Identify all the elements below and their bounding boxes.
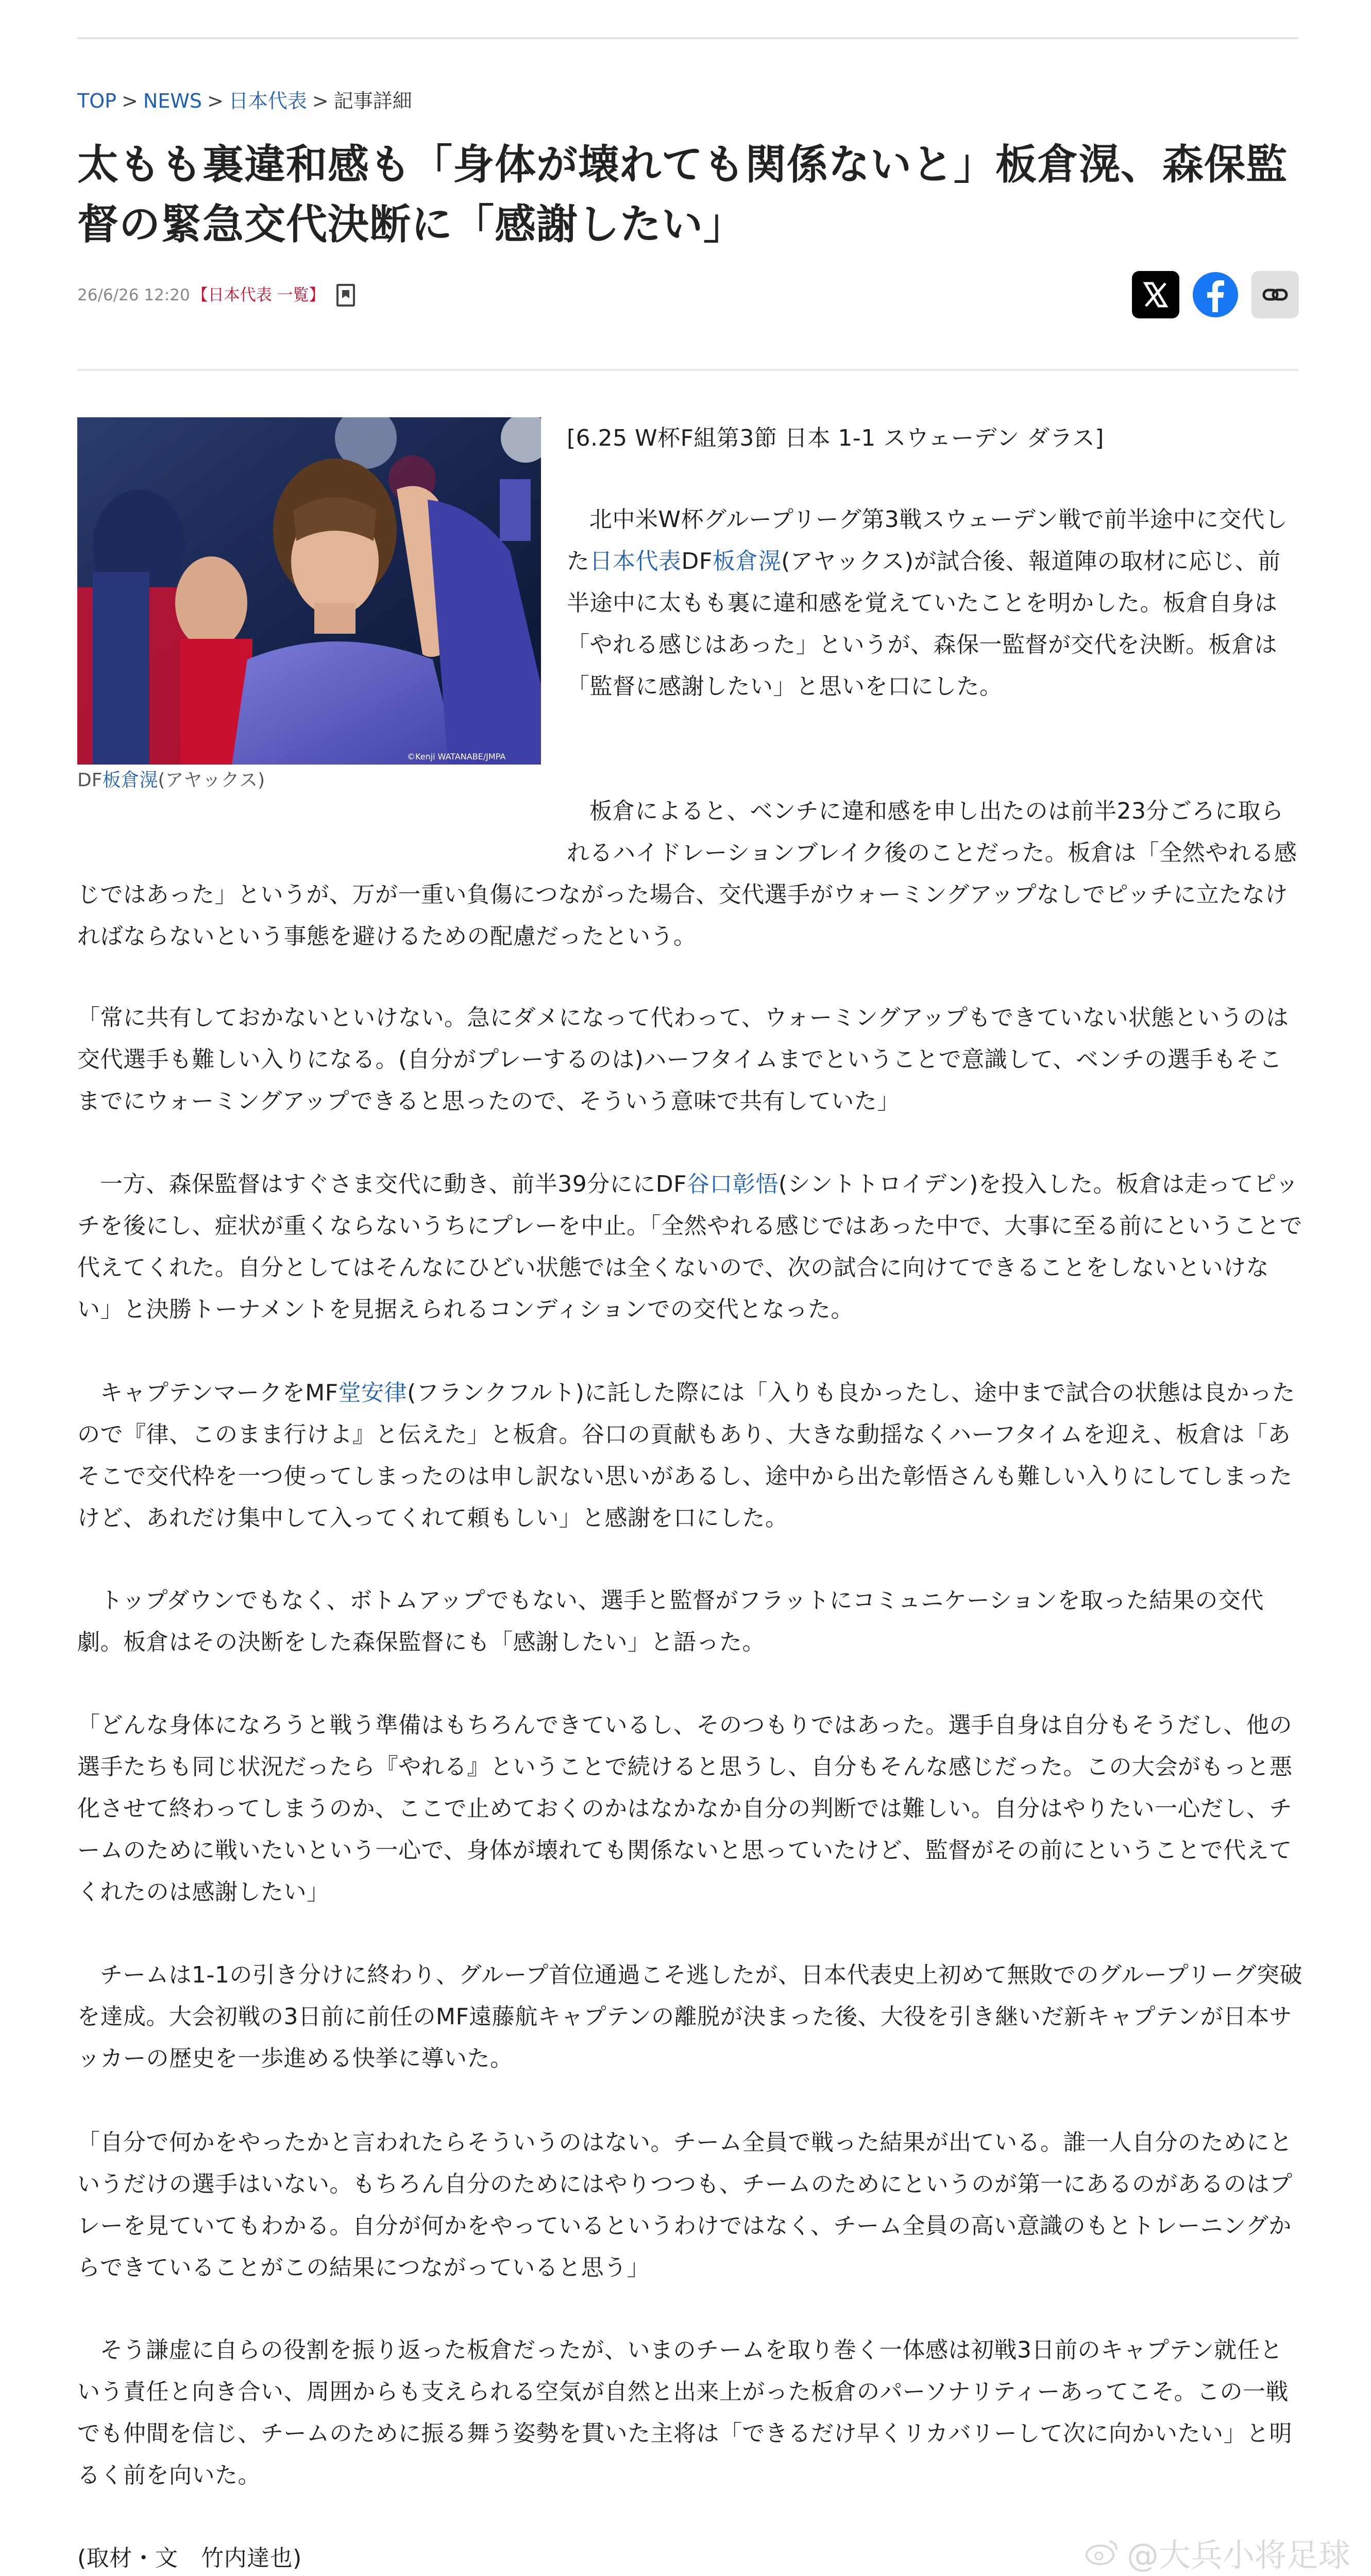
page-title: 太もも裏違和感も「身体が壊れても関係ないと」板倉滉、森保監督の緊急交代決断に「感謝したい」 [77, 141, 1288, 248]
article-paragraph [77, 790, 1304, 957]
caption-player-link[interactable]: 板倉滉 [102, 770, 158, 791]
breadcrumb-news-link[interactable]: NEWS [143, 90, 202, 112]
article-lead: [6.25 W杯F組第3節 日本 1-1 スウェーデン ダラス] [567, 425, 1104, 451]
breadcrumb-current: 記事詳細 [333, 90, 412, 112]
article-paragraph [77, 1372, 1304, 1539]
photo-credit: ©Kenji WATANABE/JMPA [407, 752, 506, 761]
article-paragraph [77, 1163, 1304, 1330]
link-icon[interactable] [1251, 271, 1299, 318]
paragraph-text: 一方、森保監督はすぐさま交代に動き、前半39分ににDF [100, 1171, 687, 1197]
breadcrumb-top-link[interactable]: TOP [77, 90, 117, 112]
bookmark-icon[interactable] [336, 284, 355, 307]
paragraph-text: (アヤックス)が試合後、報道陣の取材に応じ、前半途中に太もも裏に違和感を覚えていたことを明かした。板倉自身は「やれる感じはあった」というが、森保一監督が交代を決断。板倉は「監督に感謝したい」と思いを口にした。 [567, 548, 1281, 700]
article-quote: 「常に共有しておかないといけない。急にダメになって代わって、ウォーミングアップもできていない状態というのは交代選手も難しい入りになる。(自分がプレーするのは)ハーフタイムまでということで意識して、ベンチの選手もそこまでにウォーミングアップできると思ったので、そういう意味で共有していた」 [77, 1005, 1289, 1114]
chevron-right-icon: > [207, 90, 224, 112]
watermark-text: @大兵小将足球 [1126, 2536, 1350, 2574]
paragraph-text: 北中米W杯グループリーグ第3戦スウェーデン戦で前半途中に交代した [567, 506, 1288, 574]
taniguchi-link[interactable]: 谷口彰悟 [686, 1171, 778, 1197]
publish-date: 26/6/26 12:20 [77, 286, 190, 304]
article-paragraph: そう謙虚に自らの役割を振り返った板倉だったが、いまのチームを取り巻く一体感は初戦3日前のキャプテン就任という責任と向き合い、周囲からも支えられる空気が自然と出来上がった板倉のパーソナリティーあってこそ。この一戦でも仲間を信じ、チームのために振る舞う姿勢を貫いた主将は「できるだけ早くリカバリーして次に向かいたい」と明るく前を向いた。 [77, 2337, 1293, 2488]
caption-prefix: DF [77, 770, 103, 791]
header-divider [77, 369, 1298, 371]
caption-club: (アヤックス) [158, 770, 265, 791]
float-spacer [77, 790, 567, 835]
x-icon[interactable] [1132, 271, 1179, 318]
article-paragraph: チームは1-1の引き分けに終わり、グループ首位通過こそ逃したが、日本代表史上初めて無敗でのグループリーグ突破を達成。大会初戦の3日前に前任のMF遠藤航キャプテンの離脱が決まった後、大役を引き継いだ新キャプテンが日本サッカーの歴史を一歩進める快挙に導いた。 [77, 1962, 1303, 2072]
category-link[interactable]: 【日本代表 一覧】 [192, 286, 325, 304]
paragraph-text: DF [681, 548, 713, 574]
weibo-icon [1085, 2535, 1121, 2576]
article-paragraph: トップダウンでもなく、ボトムアップでもない、選手と監督がフラットにコミュニケーションを取った結果の交代劇。板倉はその決断をした森保監督にも「感謝したい」と語った。 [77, 1587, 1264, 1655]
paragraph-text: 板倉によると、ベンチに違和感を申し出たのは前半23分ごろに取られるハイドレーションブレイク後のことだった。板倉は「全然やれる感じではあった」というが、万が一重い負傷につながった場合、交代選手がウォーミングアップなしでピッチに立たなければならないという事態を避けるための配慮だったという。 [77, 798, 1297, 950]
article-photo [77, 417, 541, 765]
chevron-right-icon: > [312, 90, 329, 112]
article-credit: (取材・文 竹内達也) [77, 2545, 302, 2571]
facebook-icon[interactable] [1192, 271, 1239, 318]
paragraph-text: (フランクフルト)に託した際には「入りも良かったし、途中まで試合の状態は良かったので『律、このまま行けよ』と伝えた」と板倉。谷口の貢献もあり、大きな動揺なくハーフタイムを迎え、板倉は「あそこで交代枠を一つ使ってしまったのは申し訳ない思いがあるし、途中から出た彰悟さんも難しい入りにしてしまったけど、あれだけ集中して入ってくれて頼もしい」と感謝を口にした。 [77, 1380, 1295, 1531]
doan-link[interactable]: 堂安律 [338, 1380, 408, 1406]
itakura-link[interactable]: 板倉滉 [712, 548, 782, 574]
article-quote: 「自分で何かをやったかと言われたらそういうのはない。チーム全員で戦った結果が出ている。誰一人自分のためにというだけの選手はいない。もちろん自分のためにはやりつつも、チームのためにというのが第一にあるのがあるのはプレーを見ていてもわかる。自分が何かをやっているというわけではなく、チーム全員の高い意識のもとトレーニングからできていることがこの結果につながっていると思う」 [77, 2129, 1293, 2281]
article-paragraph [567, 499, 1304, 707]
breadcrumb-japan-link[interactable]: 日本代表 [228, 90, 307, 112]
japan-team-link[interactable]: 日本代表 [589, 548, 682, 574]
watermark [1085, 2535, 1350, 2576]
paragraph-text: (シントトロイデン)を投入した。板倉は走ってピッチを後にし、症状が重くならないうちにプレーを中止。「全然やれる感じではあった中で、大事に至る前にということで代えてくれた。自分としてはそんなにひどい状態では全くないので、次の試合に向けてできることをしないといけない」と決勝トーナメントを見据えられるコンディションでの交代となった。 [77, 1171, 1302, 1323]
article-meta [77, 282, 355, 308]
photo-caption [77, 768, 265, 793]
breadcrumb [77, 87, 412, 115]
share-buttons [1132, 271, 1299, 318]
article-quote: 「どんな身体になろうと戦う準備はもちろんできているし、そのつもりではあった。選手自身は自分もそうだし、他の選手たちも同じ状況だったら『やれる』ということで続けると思うし、自分もそんな感じだった。この大会がもっと悪化させて終わってしまうのか、ここで止めておくのかはなかなか自分の判断では難しい。自分はやりたい一心だし、チームのために戦いたいという一心で、身体が壊れても関係ないと思っていたけど、監督がその前にということで代えてくれたのは感謝したい」 [77, 1712, 1293, 1905]
chevron-right-icon: > [122, 90, 138, 112]
top-divider [77, 37, 1298, 39]
paragraph-text: キャプテンマークをMF [100, 1380, 338, 1406]
